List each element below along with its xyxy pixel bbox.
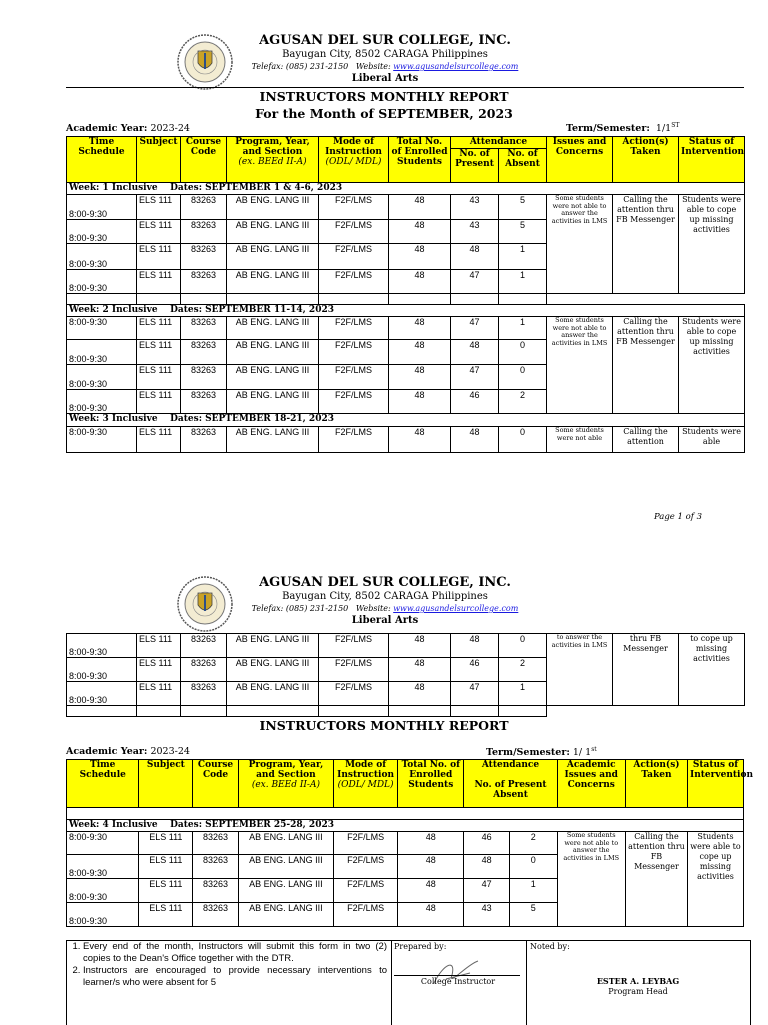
table-row: 8:00-9:30 ELS 111 83263 AB ENG. LANG III F2F/LMS 48 46 2 Some students were not able to answer the activities in LMS Calling the attention thru FB Messenger Students were able to cope up missing activities	[67, 832, 744, 855]
action-cell: Calling the attention	[613, 427, 679, 453]
action-cell: thru FB Messenger	[613, 634, 679, 706]
table-row-blank	[67, 294, 745, 305]
college-contact: Telefax: (085) 231-2150 Website: www.agusandelsurcollege.com	[251, 604, 519, 613]
academic-year: Academic Year: 2023-24	[66, 123, 190, 134]
table-row: 8:00-9:30 ELS 111 83263 AB ENG. LANG III F2F/LMS 48 48 0 to answer the activities in LMS thru FB Messenger to cope up missing activities	[67, 634, 745, 658]
action-cell: Calling the attention thru FB Messenger	[625, 832, 687, 927]
college-name: AGUSAN DEL SUR COLLEGE, INC.	[259, 33, 511, 48]
college-website-link[interactable]: www.agusandelsurcollege.com	[393, 604, 519, 613]
week-row: Week: 3 Inclusive Dates: SEPTEMBER 18-21, 2023	[67, 414, 745, 427]
col-status: Status of Intervention	[679, 137, 745, 183]
academic-year: Academic Year: 2023-24	[66, 746, 190, 757]
status-cell: Students were able to cope up missing activities	[679, 195, 745, 294]
instructions-notes	[66, 940, 392, 1025]
week-row: Week: 2 Inclusive Dates: SEPTEMBER 11-14, 2023	[67, 305, 745, 317]
term-semester: Term/Semester: 1/ 1st	[486, 746, 597, 759]
college-contact: Telefax: (085) 231-2150 Website: www.agusandelsurcollege.com	[251, 62, 519, 71]
col-mode: Mode of Instruction (ODL/ MDL)	[319, 137, 389, 183]
college-name: AGUSAN DEL SUR COLLEGE, INC.	[259, 575, 511, 590]
status-cell: to cope up missing activities	[679, 634, 745, 706]
report-table-page1	[66, 136, 745, 453]
issues-cell: Some students were not able	[547, 427, 613, 453]
status-cell: Students were able to cope up missing activities	[679, 317, 745, 414]
college-website-link[interactable]: www.agusandelsurcollege.com	[393, 62, 519, 71]
status-cell: Students were able	[679, 427, 745, 453]
issues-cell: to answer the activities in LMS	[547, 634, 613, 706]
col-absent: No. of Absent	[499, 149, 547, 183]
prepared-by-box	[390, 940, 527, 1025]
week-row: Week: 4 Inclusive Dates: SEPTEMBER 25-28, 2023	[67, 820, 744, 832]
col-subject: Subject	[137, 137, 181, 183]
table-row: 8:00-9:30 ELS 111 83263 AB ENG. LANG III F2F/LMS 48 47 1 Some students were not able to answer the activities in LMS Calling the attention thru FB Messenger Students were able to cope up missing activities	[67, 317, 745, 340]
table-row: 8:00-9:30 ELS 111 83263 AB ENG. LANG III F2F/LMS 48 48 0 Some students were not able Calling the attention Students were able	[67, 427, 745, 453]
col-action: Action(s) Taken	[613, 137, 679, 183]
header-rule	[66, 87, 744, 88]
week-row: Week: 1 Inclusive Dates: SEPTEMBER 1 & 4-6, 2023	[67, 183, 745, 195]
page-number: Page 1 of 3	[653, 512, 702, 522]
table-row-blank	[67, 706, 745, 717]
table-row: 8:00-9:30 ELS 111 83263 AB ENG. LANG III F2F/LMS 48 46 2	[67, 390, 745, 414]
col-action: Action(s) Taken	[625, 760, 687, 808]
col-attendance: Attendance No. of Present Absent	[464, 760, 557, 808]
table-row: 8:00-9:30 ELS 111 83263 AB ENG. LANG III F2F/LMS 48 47 1	[67, 270, 745, 294]
col-time: Time Schedule	[67, 137, 137, 183]
college-address: Bayugan City, 8502 CARAGA Philippines	[282, 49, 488, 60]
report-title: INSTRUCTORS MONTHLY REPORT	[259, 718, 509, 733]
college-address: Bayugan City, 8502 CARAGA Philippines	[282, 591, 488, 602]
action-cell: Calling the attention thru FB Messenger	[613, 195, 679, 294]
table-row: 8:00-9:30 ELS 111 83263 AB ENG. LANG III F2F/LMS 48 43 5	[67, 903, 744, 927]
term-semester: Term/Semester: 1/1ST	[566, 122, 680, 135]
issues-cell: Some students were not able to answer the activities in LMS	[557, 832, 625, 927]
issues-cell: Some students were not able to answer the activities in LMS	[547, 195, 613, 294]
report-month: For the Month of SEPTEMBER, 2023	[255, 106, 513, 121]
issues-cell: Some students were not able to answer the activities in LMS	[547, 317, 613, 414]
prepared-by-role: College Instructor	[420, 977, 496, 986]
col-enrolled: Total No. of Enrolled Students	[398, 760, 464, 808]
col-mode: Mode of Instruction (ODL/ MDL)	[334, 760, 398, 808]
report-title: INSTRUCTORS MONTHLY REPORT	[259, 89, 509, 104]
table-row: 8:00-9:30 ELS 111 83263 AB ENG. LANG III F2F/LMS 48 47 1	[67, 879, 744, 903]
table-row: 8:00-9:30 ELS 111 83263 AB ENG. LANG III F2F/LMS 48 47 1	[67, 682, 745, 706]
col-issues: Issues and Concerns	[547, 137, 613, 183]
col-attendance: Attendance	[451, 137, 547, 149]
note-item: 1. Every end of the month, Instructors will submit this form in two (2) copies to the Dean's Office together with the DTR.	[83, 941, 387, 965]
table-row: 8:00-9:30 ELS 111 83263 AB ENG. LANG III F2F/LMS 48 43 5 Some students were not able to answer the activities in LMS Calling the attention thru FB Messenger Students were able to cope up missing activities	[67, 195, 745, 220]
col-course-code: Course Code	[181, 137, 227, 183]
report-table-page2	[66, 759, 753, 927]
report-table-continued	[66, 633, 745, 717]
col-program: Program, Year, and Section (ex. BEEd II-A)	[227, 137, 319, 183]
table-row: 8:00-9:30 ELS 111 83263 AB ENG. LANG III F2F/LMS 48 48 0	[67, 340, 745, 365]
noted-by-name: ESTER A. LEYBAG	[596, 976, 680, 986]
col-subject: Subject	[139, 760, 193, 808]
table-row: 8:00-9:30 ELS 111 83263 AB ENG. LANG III F2F/LMS 48 43 5	[67, 220, 745, 244]
action-cell: Calling the attention thru FB Messenger	[613, 317, 679, 414]
note-item: 2. Instructors are encouraged to provide necessary interventions to learner/s who were absent for 5	[83, 965, 387, 989]
col-status: Status of Intervention	[687, 760, 743, 808]
table-row: 8:00-9:30 ELS 111 83263 AB ENG. LANG III F2F/LMS 48 48 1	[67, 244, 745, 270]
department-name: Liberal Arts	[351, 615, 419, 626]
noted-by-role: Program Head	[608, 987, 668, 996]
prepared-by-label: Prepared by:	[394, 942, 447, 951]
noted-by-box	[526, 940, 751, 1025]
noted-by-label: Noted by:	[530, 942, 570, 951]
col-course-code: Course Code	[193, 760, 239, 808]
table-row: 8:00-9:30 ELS 111 83263 AB ENG. LANG III F2F/LMS 48 48 0	[67, 855, 744, 879]
col-program: Program, Year, and Section (ex. BEEd II-A)	[238, 760, 333, 808]
col-time: Time Schedule	[67, 760, 139, 808]
table-row: 8:00-9:30 ELS 111 83263 AB ENG. LANG III F2F/LMS 48 46 2	[67, 658, 745, 682]
col-issues: Academic Issues and Concerns	[557, 760, 625, 808]
table-row: 8:00-9:30 ELS 111 83263 AB ENG. LANG III F2F/LMS 48 47 0	[67, 365, 745, 390]
col-enrolled: Total No. of Enrolled Students	[389, 137, 451, 183]
col-present: No. of Present	[451, 149, 499, 183]
department-name: Liberal Arts	[351, 73, 419, 84]
status-cell: Students were able to cope up missing activities	[687, 832, 743, 927]
